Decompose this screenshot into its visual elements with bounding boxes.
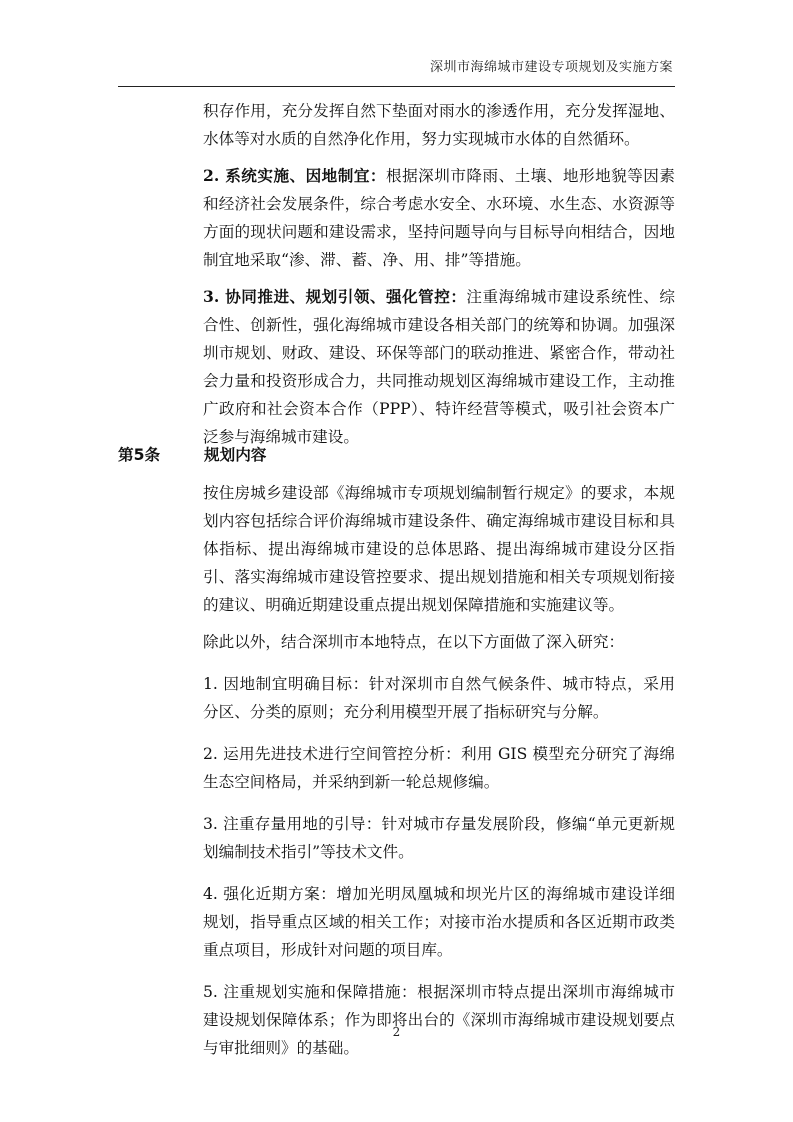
section-paragraph: 按住房城乡建设部《海绵城市专项规划编制暂行规定》的要求，本规划内容包括综合评价海绵城市建设条件、确定海绵城市建设目标和具体指标、提出海绵城市建设的总体思路、提出海绵城市建设分区指引、落实海绵城市建设管控要求、提出规划措施和相关专项规划衔接的建议、明确近期建设重点提出规划保障措施和实施建议等。 bbox=[203, 484, 675, 614]
research-item-3: 3. 注重存量用地的引导：针对城市存量发展阶段，修编“单元更新规划编制技术指引”等技术文件。 bbox=[203, 815, 675, 861]
section-number: 第5条 bbox=[118, 446, 161, 464]
principle-2 bbox=[203, 162, 675, 274]
principle-3 bbox=[203, 283, 675, 451]
principle-2-text: 根据深圳市降雨、土壤、地形地貌等因素和经济社会发展条件，综合考虑水安全、水环境、水生态、水资源等方面的现状问题和建设需求，坚持问题导向与目标导向相结合，因地制宜地采取“渗、滞、蓄、净、用、排”等措施。 bbox=[203, 167, 675, 269]
page-number: 2 bbox=[392, 1025, 401, 1039]
research-item-2: 2. 运用先进技术进行空间管控分析：利用 GIS 模型充分研究了海绵生态空间格局，并采纳到新一轮总规修编。 bbox=[203, 745, 675, 791]
principle-3-lead: 3. 协同推进、规划引领、强化管控： bbox=[203, 287, 467, 306]
section-paragraph: 除此以外，结合深圳市本地特点，在以下方面做了深入研究： bbox=[203, 633, 625, 651]
section-body bbox=[203, 479, 675, 1062]
principle-2-lead: 2. 系统实施、因地制宜： bbox=[203, 166, 387, 185]
research-item-5: 5. 注重规划实施和保障措施：根据深圳市特点提出深圳市海绵城市建设规划保障体系；作为即将出台的《深圳市海绵城市建设规划要点与审批细则》的基础。 bbox=[203, 983, 675, 1057]
research-item-4: 4. 强化近期方案：增加光明凤凰城和坝光片区的海绵城市建设详细规划，指导重点区域的相关工作；对接市治水提质和各区近期市政类重点项目，形成针对问题的项目库。 bbox=[203, 885, 675, 959]
section-title: 规划内容 bbox=[204, 446, 267, 464]
intro-continuation: 积存作用，充分发挥自然下垫面对雨水的渗透作用，充分发挥湿地、水体等对水质的自然净化作用，努力实现城市水体的自然循环。 bbox=[203, 102, 675, 148]
header-rule bbox=[118, 86, 675, 87]
principle-3-text: 注重海绵城市建设系统性、综合性、创新性，强化海绵城市建设各相关部门的统筹和协调。加强深圳市规划、财政、建设、环保等部门的联动推进、紧密合作，带动社会力量和投资形成合力，共同推动规划区海绵城市建设工作，主动推广政府和社会资本合作（PPP）、特许经营等模式，吸引社会资本广泛参与海绵城市建设。 bbox=[203, 288, 675, 446]
section-heading bbox=[118, 441, 266, 469]
principles-block bbox=[203, 97, 675, 451]
research-item-1: 1. 因地制宜明确目标：针对深圳市自然气候条件、城市特点，采用分区、分类的原则；充分利用模型开展了指标研究与分解。 bbox=[203, 675, 675, 721]
running-header-title: 深圳市海绵城市建设专项规划及实施方案 bbox=[429, 60, 673, 75]
